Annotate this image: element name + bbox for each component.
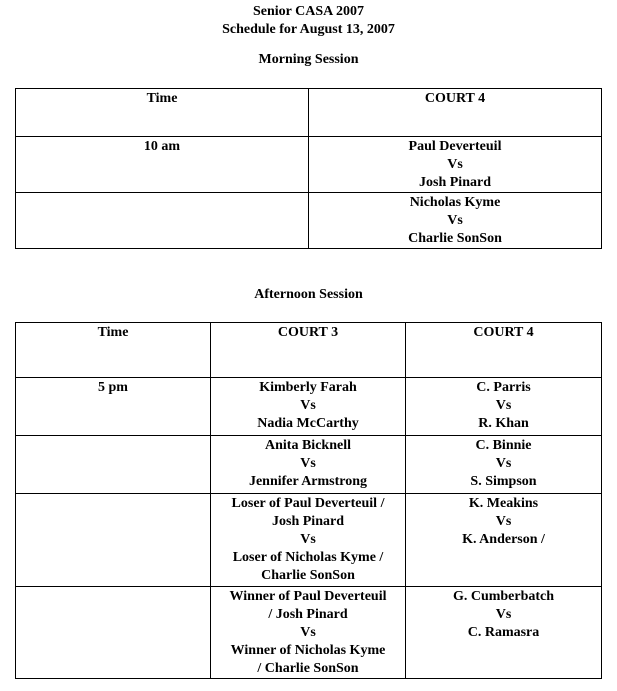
- table-row: [16, 193, 602, 249]
- versus-label: Vs: [447, 213, 463, 228]
- afternoon-schedule-table: [15, 322, 602, 679]
- afternoon-session-heading: Afternoon Session: [254, 287, 363, 302]
- player-name: Loser of Nicholas Kyme /: [232, 550, 384, 565]
- match-cell: [309, 193, 602, 249]
- document-subtitle: Schedule for August 13, 2007: [222, 22, 395, 37]
- player-name: Nadia McCarthy: [257, 416, 359, 431]
- player-name: K. Meakins: [468, 496, 539, 511]
- player-name: K. Anderson /: [462, 532, 545, 547]
- column-header-time: Time: [16, 89, 309, 137]
- player-name: R. Khan: [478, 416, 529, 431]
- player-name: Nicholas Kyme: [409, 195, 501, 210]
- column-header-time: Time: [16, 323, 211, 378]
- table-header-row: [16, 323, 602, 378]
- morning-session-heading: Morning Session: [258, 52, 359, 67]
- table-row: [16, 587, 602, 679]
- player-name: Charlie SonSon: [408, 231, 502, 246]
- table-row: [16, 137, 602, 193]
- versus-label: Vs: [495, 456, 512, 471]
- versus-label: Vs: [495, 398, 512, 413]
- time-cell: 5 pm: [16, 378, 211, 436]
- versus-label: Vs: [300, 456, 316, 471]
- time-cell: [16, 193, 309, 249]
- player-name: Josh Pinard: [272, 514, 344, 529]
- time-cell: [16, 436, 211, 494]
- versus-label: Vs: [300, 398, 316, 413]
- match-cell: [406, 436, 602, 494]
- table-row: [16, 494, 602, 587]
- time-cell: [16, 587, 211, 679]
- match-cell: [211, 378, 406, 436]
- player-name: G. Cumberbatch: [452, 589, 555, 604]
- player-name: Paul Deverteuil: [408, 139, 502, 154]
- column-header-court-4: COURT 4: [309, 89, 602, 137]
- match-cell: [211, 436, 406, 494]
- player-name: C. Ramasra: [467, 625, 540, 640]
- player-name: Anita Bicknell: [265, 438, 351, 453]
- versus-label: Vs: [495, 607, 512, 622]
- versus-label: Vs: [300, 532, 316, 547]
- player-name: Winner of Nicholas Kyme: [230, 643, 386, 658]
- versus-label: Vs: [300, 625, 316, 640]
- match-cell: [406, 378, 602, 436]
- match-cell: [309, 137, 602, 193]
- time-cell: [16, 494, 211, 587]
- table-header-row: [16, 89, 602, 137]
- player-name: Winner of Paul Deverteuil: [229, 589, 387, 604]
- player-name: Loser of Paul Deverteuil /: [231, 496, 385, 511]
- column-header-court-4: COURT 4: [406, 323, 602, 378]
- player-name: Kimberly Farah: [259, 380, 357, 395]
- match-cell: [406, 587, 602, 679]
- match-cell: [211, 494, 406, 587]
- player-name: Jennifer Armstrong: [248, 474, 368, 489]
- column-header-court-3: COURT 3: [211, 323, 406, 378]
- match-cell: [406, 494, 602, 587]
- versus-label: Vs: [447, 157, 463, 172]
- player-name: / Charlie SonSon: [257, 661, 359, 676]
- time-cell: 10 am: [16, 137, 309, 193]
- table-row: [16, 436, 602, 494]
- document-title: Senior CASA 2007: [253, 4, 364, 19]
- table-row: [16, 378, 602, 436]
- player-name: C. Parris: [476, 380, 531, 395]
- player-name: Josh Pinard: [419, 175, 491, 190]
- player-name: C. Binnie: [475, 438, 532, 453]
- player-name: S. Simpson: [470, 474, 537, 489]
- versus-label: Vs: [495, 514, 512, 529]
- match-cell: [211, 587, 406, 679]
- player-name: Charlie SonSon: [261, 568, 355, 583]
- morning-schedule-table: [15, 88, 602, 249]
- player-name: / Josh Pinard: [268, 607, 348, 622]
